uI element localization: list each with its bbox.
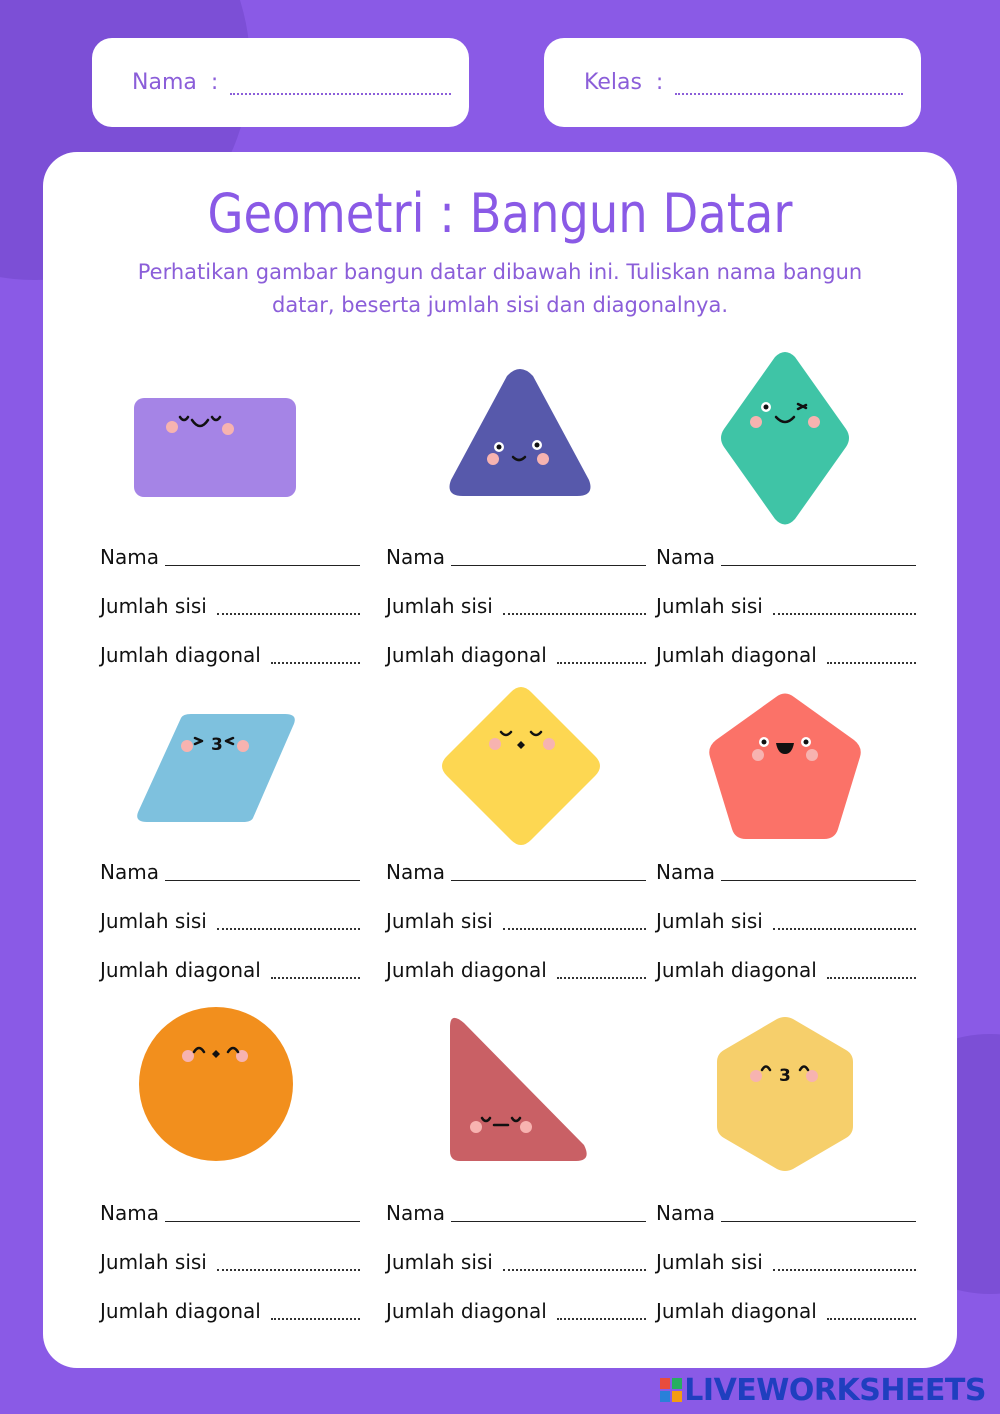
nama-field-label: Nama (100, 545, 159, 569)
jumlah-sisi-field-input-line[interactable] (773, 928, 916, 930)
jumlah-sisi-field-label: Jumlah sisi (100, 1250, 207, 1274)
jumlah-diagonal-field (100, 618, 360, 667)
answer-fields (100, 835, 360, 982)
jumlah-diagonal-field-input-line[interactable] (271, 1318, 360, 1320)
nama-field (386, 520, 646, 569)
nama-field-label: Nama (656, 545, 715, 569)
jumlah-diagonal-field (386, 1274, 646, 1323)
jumlah-diagonal-field (386, 618, 646, 667)
answer-fields (656, 520, 916, 667)
svg-text:3: 3 (779, 1066, 791, 1086)
jumlah-sisi-field-input-line[interactable] (503, 928, 646, 930)
shape-cell (386, 1003, 646, 1323)
name-input-line[interactable] (230, 93, 451, 95)
jumlah-diagonal-field-input-line[interactable] (557, 1318, 646, 1320)
worksheet-instruction: Perhatikan gambar bangun datar dibawah ini. Tuliskan nama bangun datar, beserta jumlah sisi dan diagonalnya. (137, 260, 863, 317)
shape-cell (100, 662, 360, 982)
jumlah-sisi-field-label: Jumlah sisi (100, 909, 207, 933)
answer-fields (656, 835, 916, 982)
pentagon-face-icon (708, 692, 862, 840)
answer-fields (386, 835, 646, 982)
name-label: Nama : (132, 70, 219, 95)
brand-name: LIVEWORKSHEETS (684, 1373, 986, 1408)
class-input-line[interactable] (675, 93, 903, 95)
svg-text:3: 3 (211, 735, 223, 755)
nama-field-input-line[interactable] (721, 880, 916, 881)
shape-cell (100, 347, 360, 667)
answer-fields (386, 1176, 646, 1323)
answer-fields (100, 520, 360, 667)
jumlah-sisi-field-label: Jumlah sisi (656, 909, 763, 933)
jumlah-diagonal-field (100, 933, 360, 982)
nama-field (100, 1176, 360, 1225)
jumlah-diagonal-field-label: Jumlah diagonal (386, 643, 547, 667)
shape-cell (100, 1003, 360, 1323)
nama-field-label: Nama (656, 1201, 715, 1225)
shape-cell (386, 662, 646, 982)
name-field-box (92, 38, 469, 127)
jumlah-diagonal-field (656, 933, 916, 982)
worksheet-card (43, 152, 957, 1368)
nama-field-input-line[interactable] (165, 565, 360, 566)
jumlah-sisi-field-input-line[interactable] (503, 613, 646, 615)
jumlah-sisi-field-input-line[interactable] (773, 613, 916, 615)
nama-field (100, 835, 360, 884)
jumlah-sisi-field-input-line[interactable] (217, 928, 360, 930)
jumlah-sisi-field-input-line[interactable] (217, 1269, 360, 1271)
answer-fields (100, 1176, 360, 1323)
jumlah-diagonal-field-label: Jumlah diagonal (386, 958, 547, 982)
jumlah-sisi-field-label: Jumlah sisi (100, 594, 207, 618)
jumlah-diagonal-field-label: Jumlah diagonal (656, 643, 817, 667)
jumlah-sisi-field (386, 1225, 646, 1274)
jumlah-sisi-field (100, 569, 360, 618)
nama-field-label: Nama (386, 860, 445, 884)
nama-field-input-line[interactable] (451, 880, 646, 881)
jumlah-sisi-field (656, 884, 916, 933)
jumlah-diagonal-field-label: Jumlah diagonal (100, 643, 261, 667)
jumlah-diagonal-field (100, 1274, 360, 1323)
nama-field-label: Nama (386, 1201, 445, 1225)
nama-field-label: Nama (656, 860, 715, 884)
nama-field-input-line[interactable] (165, 1221, 360, 1222)
right-triangle-face-icon (446, 1017, 590, 1163)
jumlah-sisi-field-label: Jumlah sisi (386, 1250, 493, 1274)
jumlah-sisi-field-label: Jumlah sisi (386, 909, 493, 933)
square-face-icon (441, 686, 601, 846)
jumlah-sisi-field-input-line[interactable] (773, 1269, 916, 1271)
shape-cell (656, 1003, 916, 1323)
nama-field-label: Nama (100, 860, 159, 884)
answer-fields (656, 1176, 916, 1323)
nama-field-input-line[interactable] (721, 565, 916, 566)
jumlah-sisi-field-label: Jumlah sisi (656, 1250, 763, 1274)
nama-field-label: Nama (100, 1201, 159, 1225)
rectangle-face-icon (134, 398, 296, 497)
jumlah-sisi-field-input-line[interactable] (217, 613, 360, 615)
circle-face-icon (138, 1006, 294, 1162)
nama-field (656, 1176, 916, 1225)
nama-field-input-line[interactable] (165, 880, 360, 881)
nama-field (656, 835, 916, 884)
jumlah-diagonal-field-label: Jumlah diagonal (100, 1299, 261, 1323)
jumlah-sisi-field (386, 569, 646, 618)
worksheet-title: Geometri : Bangun Datar (207, 182, 793, 245)
jumlah-sisi-field (100, 884, 360, 933)
parallelogram-face-icon (135, 714, 297, 822)
jumlah-sisi-field-label: Jumlah sisi (386, 594, 493, 618)
nama-field (656, 520, 916, 569)
shape-cell (656, 347, 916, 667)
nama-field-input-line[interactable] (721, 1221, 916, 1222)
jumlah-sisi-field-input-line[interactable] (503, 1269, 646, 1271)
jumlah-diagonal-field (656, 1274, 916, 1323)
shape-cell (386, 347, 646, 667)
nama-field (386, 835, 646, 884)
nama-field (100, 520, 360, 569)
jumlah-diagonal-field-input-line[interactable] (557, 977, 646, 979)
jumlah-sisi-field-label: Jumlah sisi (656, 594, 763, 618)
jumlah-diagonal-field-label: Jumlah diagonal (100, 958, 261, 982)
answer-fields (386, 520, 646, 667)
jumlah-diagonal-field-input-line[interactable] (271, 977, 360, 979)
class-field-box (544, 38, 921, 127)
class-label: Kelas : (584, 70, 664, 95)
brand-wordmark (660, 1373, 986, 1408)
rhombus-face-icon (718, 351, 852, 526)
shape-cell (656, 662, 916, 982)
jumlah-sisi-field (656, 569, 916, 618)
jumlah-diagonal-field-input-line[interactable] (827, 977, 916, 979)
nama-field-input-line[interactable] (451, 565, 646, 566)
nama-field-label: Nama (386, 545, 445, 569)
jumlah-diagonal-field (386, 933, 646, 982)
jumlah-sisi-field (656, 1225, 916, 1274)
jumlah-sisi-field (386, 884, 646, 933)
nama-field (386, 1176, 646, 1225)
jumlah-diagonal-field-label: Jumlah diagonal (656, 958, 817, 982)
jumlah-diagonal-field-label: Jumlah diagonal (656, 1299, 817, 1323)
liveworksheets-logo-icon (660, 1378, 682, 1402)
hexagon-face-icon (716, 1016, 854, 1172)
jumlah-diagonal-field-input-line[interactable] (827, 1318, 916, 1320)
jumlah-diagonal-field (656, 618, 916, 667)
nama-field-input-line[interactable] (451, 1221, 646, 1222)
triangle-face-icon (447, 368, 593, 498)
jumlah-sisi-field (100, 1225, 360, 1274)
jumlah-diagonal-field-label: Jumlah diagonal (386, 1299, 547, 1323)
